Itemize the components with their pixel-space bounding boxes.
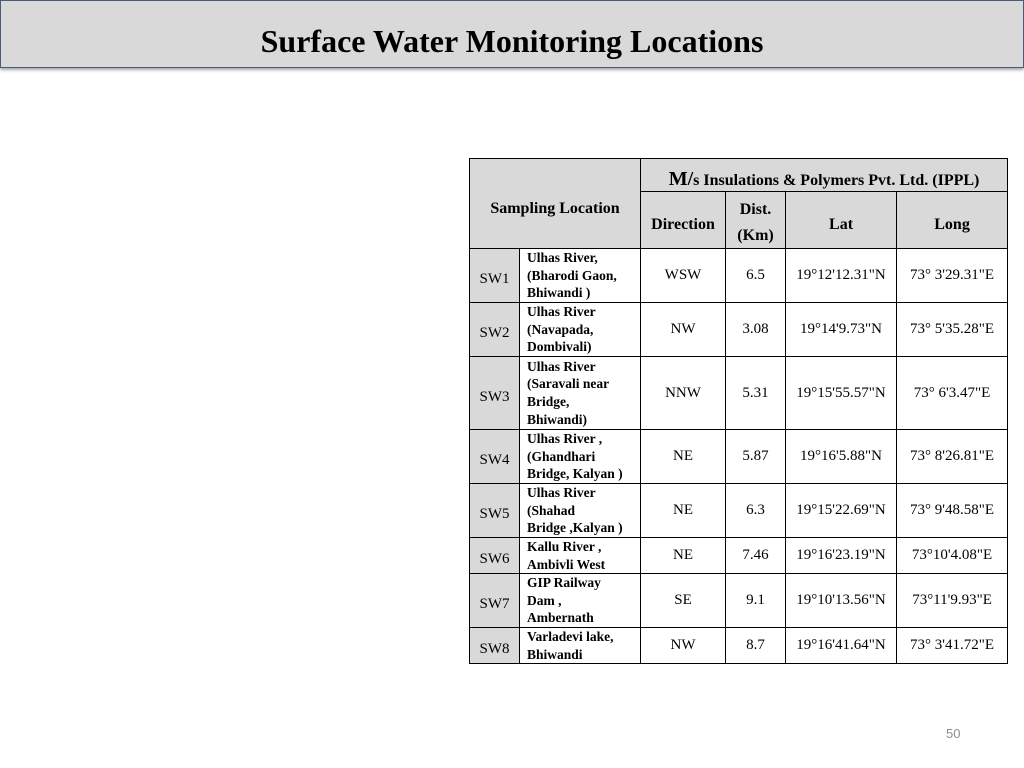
table-row xyxy=(470,249,1008,303)
table-row xyxy=(470,303,1008,357)
distance-header xyxy=(726,192,786,249)
title-bar xyxy=(0,0,1024,68)
direction-value: WSW xyxy=(641,249,726,303)
station-id-cell xyxy=(470,303,520,357)
distance-value: 8.7 xyxy=(726,628,786,664)
table-row xyxy=(470,538,1008,574)
station-id: SW5 xyxy=(479,506,510,522)
direction-value: NW xyxy=(641,628,726,664)
longitude-value: 73° 3'29.31"E xyxy=(897,249,1008,303)
station-id: SW1 xyxy=(479,271,510,287)
station-id: SW4 xyxy=(479,452,510,468)
longitude-label: Long xyxy=(934,216,970,233)
station-id-cell xyxy=(470,484,520,538)
station-location: Kallu River , Ambivli West xyxy=(520,538,641,574)
company-label: M/s Insulations & Polymers Pvt. Ltd. (IPPL) xyxy=(668,168,980,190)
latitude-value: 19°15'22.69"N xyxy=(786,484,897,538)
table-row xyxy=(470,574,1008,628)
header-row-1 xyxy=(470,159,1008,192)
station-id-cell xyxy=(470,574,520,628)
station-location: Ulhas River (Saravali near Bridge, Bhiwandi) xyxy=(520,357,641,430)
table-row xyxy=(470,484,1008,538)
direction-value: NNW xyxy=(641,357,726,430)
monitoring-locations-table xyxy=(469,158,1008,664)
station-id-cell xyxy=(470,249,520,303)
direction-header xyxy=(641,192,726,249)
slide-title: Surface Water Monitoring Locations xyxy=(260,23,764,59)
station-location: Varladevi lake, Bhiwandi xyxy=(520,628,641,664)
distance-value: 7.46 xyxy=(726,538,786,574)
longitude-value: 73° 8'26.81"E xyxy=(897,430,1008,484)
direction-value: NE xyxy=(641,538,726,574)
distance-label: Dist. (Km) xyxy=(737,201,774,244)
distance-value: 6.5 xyxy=(726,249,786,303)
station-location: Ulhas River , (Ghandhari Bridge, Kalyan ) xyxy=(520,430,641,484)
station-location: Ulhas River (Shahad Bridge ,Kalyan ) xyxy=(520,484,641,538)
longitude-value: 73°10'4.08"E xyxy=(897,538,1008,574)
longitude-value: 73° 3'41.72"E xyxy=(897,628,1008,664)
station-location: Ulhas River (Navapada, Dombivali) xyxy=(520,303,641,357)
station-id-cell xyxy=(470,538,520,574)
direction-value: NE xyxy=(641,484,726,538)
distance-value: 9.1 xyxy=(726,574,786,628)
longitude-value: 73°11'9.93"E xyxy=(897,574,1008,628)
table-row xyxy=(470,430,1008,484)
sampling-location-label: Sampling Location xyxy=(490,199,620,217)
sampling-location-header xyxy=(470,159,641,249)
latitude-value: 19°15'55.57"N xyxy=(786,357,897,430)
latitude-value: 19°12'12.31"N xyxy=(786,249,897,303)
table-row xyxy=(470,357,1008,430)
latitude-value: 19°16'41.64"N xyxy=(786,628,897,664)
longitude-value: 73° 5'35.28"E xyxy=(897,303,1008,357)
direction-value: NW xyxy=(641,303,726,357)
latitude-value: 19°16'23.19"N xyxy=(786,538,897,574)
table-row xyxy=(470,628,1008,664)
station-id-cell xyxy=(470,430,520,484)
latitude-label: Lat xyxy=(829,216,854,233)
direction-value: NE xyxy=(641,430,726,484)
page-number: 50 xyxy=(946,726,961,741)
distance-value: 5.87 xyxy=(726,430,786,484)
station-id: SW7 xyxy=(479,596,510,613)
distance-value: 6.3 xyxy=(726,484,786,538)
station-location: GIP Railway Dam , Ambernath xyxy=(520,574,641,628)
station-id: SW3 xyxy=(479,388,510,405)
latitude-value: 19°10'13.56"N xyxy=(786,574,897,628)
station-id: SW8 xyxy=(479,641,510,658)
station-id-cell xyxy=(470,357,520,430)
company-header xyxy=(641,159,1008,192)
longitude-header xyxy=(897,192,1008,249)
station-id: SW2 xyxy=(479,325,510,341)
station-location: Ulhas River, (Bharodi Gaon, Bhiwandi ) xyxy=(520,249,641,303)
station-id: SW6 xyxy=(479,551,510,568)
latitude-header xyxy=(786,192,897,249)
direction-label: Direction xyxy=(651,216,715,233)
latitude-value: 19°14'9.73"N xyxy=(786,303,897,357)
direction-value: SE xyxy=(641,574,726,628)
longitude-value: 73° 9'48.58"E xyxy=(897,484,1008,538)
longitude-value: 73° 6'3.47"E xyxy=(897,357,1008,430)
distance-value: 5.31 xyxy=(726,357,786,430)
station-id-cell xyxy=(470,628,520,664)
distance-value: 3.08 xyxy=(726,303,786,357)
latitude-value: 19°16'5.88"N xyxy=(786,430,897,484)
